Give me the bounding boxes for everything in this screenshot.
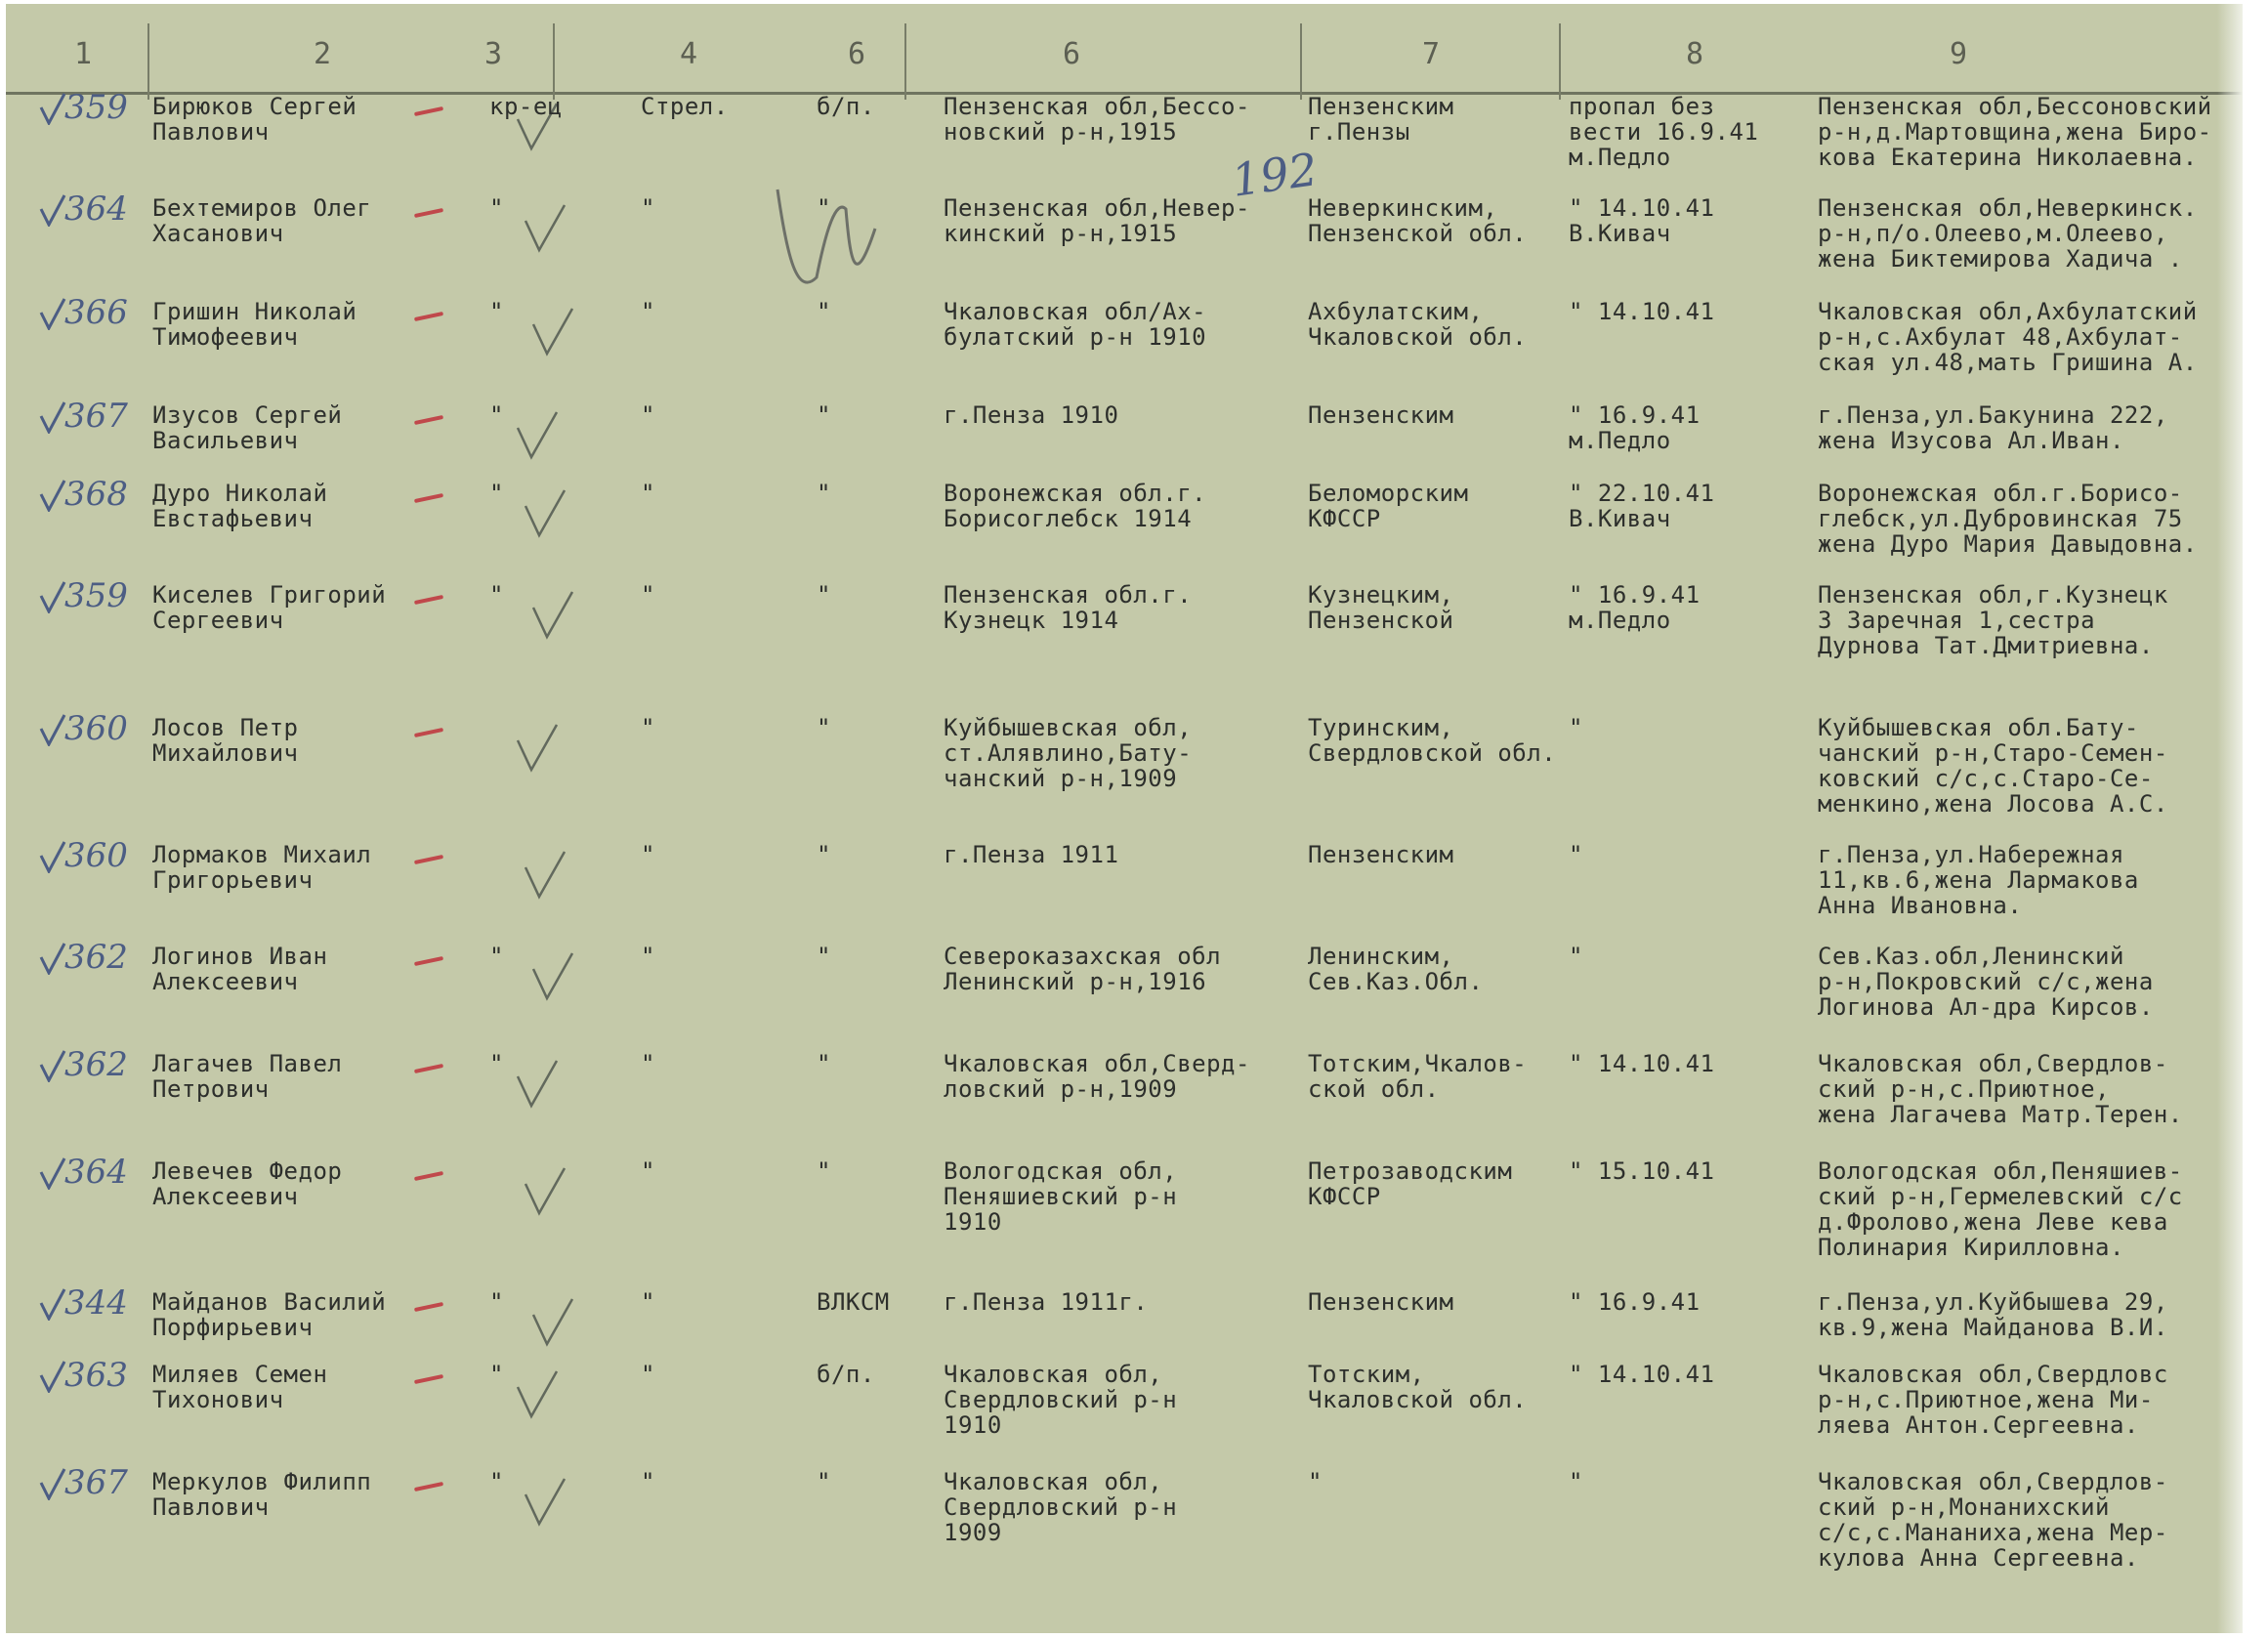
cell-family: Пензенская обл,Неверкинск. р-н,п/о.Олеево,м.Олеево, жена Биктемирова Хадича . — [1818, 194, 2198, 273]
cell-fate: " — [1569, 943, 1583, 970]
column-number-8: 8 — [1686, 37, 1704, 71]
cell-fate: " 14.10.41 — [1569, 298, 1715, 325]
check-mark-icon — [39, 1049, 66, 1090]
cell-family: г.Пенза,ул.Бакунина 222, жена Изусова Ал.Иван. — [1818, 401, 2168, 454]
row-number: 359 — [64, 88, 128, 127]
cell-family: Чкаловская обл,Свердлов- ский р-н,с.Приютное, жена Лагачева Матр.Терен. — [1818, 1050, 2183, 1128]
check-icon — [522, 488, 568, 543]
row-number: 368 — [64, 475, 128, 514]
column-number-6: 6 — [1063, 37, 1081, 71]
cell-family: Чкаловская обл,Свердловс р-н,с.Приютное,жена Ми- ляева Антон.Сергеевна. — [1818, 1361, 2168, 1439]
cell-family: Воронежская обл.г.Борисо- глебск,ул.Дубровинская 75 жена Дуро Мария Давыдовна. — [1818, 480, 2198, 558]
cell-name: Бехтемиров Олег Хасанович — [152, 194, 372, 247]
cell-rank: " — [489, 1288, 504, 1316]
check-mark-icon — [39, 1360, 66, 1401]
cell-spec: " — [641, 298, 655, 325]
cell-born: Чкаловская обл/Ах- булатский р-н 1910 — [944, 298, 1207, 351]
cell-born: Пензенская обл,Невер- кинский р-н,1915 — [944, 194, 1250, 247]
cell-name: Левечев Федор Алексеевич — [152, 1157, 343, 1210]
red-pencil-dash — [414, 1302, 443, 1312]
cell-born: Чкаловская обл,Сверд- ловский р-н,1909 — [944, 1050, 1250, 1103]
check-mark-icon — [39, 580, 66, 621]
cell-fate: " 16.9.41 — [1569, 1288, 1701, 1316]
cell-born: г.Пенза 1911 — [944, 841, 1119, 868]
check-mark-icon — [39, 479, 66, 520]
cell-family: Пензенская обл,г.Кузнецк 3 Заречная 1,сестра Дурнова Тат.Дмитриевна. — [1818, 581, 2168, 659]
cell-rank: " — [489, 401, 504, 429]
cell-drafted: Неверкинским, Пензенской обл. — [1308, 194, 1528, 247]
cell-name: Логинов Иван Алексеевич — [152, 943, 328, 995]
red-pencil-dash — [414, 106, 443, 116]
check-mark-icon — [39, 942, 66, 983]
check-mark-icon — [39, 713, 66, 754]
cell-rank: кр-ец — [489, 93, 563, 120]
cell-born: Пензенская обл,Бессо- новский р-н,1915 — [944, 93, 1250, 146]
cell-spec: " — [641, 1157, 655, 1185]
cell-drafted: Туринским, Свердловской обл. — [1308, 714, 1557, 767]
red-pencil-dash — [414, 595, 443, 605]
cell-drafted: Тотским, Чкаловской обл. — [1308, 1361, 1528, 1413]
row-number: 367 — [64, 1463, 128, 1502]
column-separator — [147, 23, 149, 100]
cell-spec: " — [641, 1288, 655, 1316]
cell-party: " — [817, 1050, 831, 1077]
check-icon — [529, 1297, 576, 1352]
cell-rank: " — [489, 1468, 504, 1495]
cell-name: Лормаков Михаил Григорьевич — [152, 841, 372, 894]
cell-drafted: Петрозаводским КФССР — [1308, 1157, 1513, 1210]
cell-party: " — [817, 401, 831, 429]
cell-rank: " — [489, 1361, 504, 1388]
row-number: 344 — [64, 1283, 128, 1323]
cell-fate: " 22.10.41 В.Кивач — [1569, 480, 1715, 532]
check-icon — [522, 203, 568, 258]
cell-party: " — [817, 1157, 831, 1185]
cell-drafted: Ленинским, Сев.Каз.Обл. — [1308, 943, 1484, 995]
check-mark-icon — [39, 1467, 66, 1508]
cell-drafted: " — [1308, 1468, 1323, 1495]
cell-drafted: Пензенским г.Пензы — [1308, 93, 1454, 146]
row-number: 360 — [64, 836, 128, 875]
check-icon — [522, 850, 568, 904]
cell-rank: " — [489, 480, 504, 507]
check-mark-icon — [39, 400, 66, 441]
check-icon — [522, 1166, 568, 1221]
cell-fate: пропал без вести 16.9.41 м.Педло — [1569, 93, 1759, 171]
cell-drafted: Пензенским — [1308, 401, 1454, 429]
cell-family: Куйбышевская обл.Бату- чанский р-н,Старо-Семен- ковский с/с,с.Старо-Се- менкино,жена Лосова А.С. — [1818, 714, 2168, 818]
cell-party: б/п. — [817, 1361, 875, 1388]
pencil-scribble — [768, 170, 895, 316]
cell-name: Миляев Семен Тихонович — [152, 1361, 328, 1413]
check-icon — [514, 1369, 561, 1424]
column-number-9: 9 — [1950, 37, 1968, 71]
cell-party: " — [817, 1468, 831, 1495]
cell-name: Гришин Николай Тимофеевич — [152, 298, 357, 351]
cell-name: Бирюков Сергей Павлович — [152, 93, 357, 146]
cell-born: г.Пенза 1911г. — [944, 1288, 1149, 1316]
column-separator — [553, 23, 555, 100]
column-separator — [1559, 23, 1561, 100]
row-number: 367 — [64, 397, 128, 436]
cell-fate: " 14.10.41 — [1569, 1361, 1715, 1388]
cell-fate: " — [1569, 841, 1583, 868]
row-number: 363 — [64, 1356, 128, 1395]
red-pencil-dash — [414, 1171, 443, 1181]
cell-spec: " — [641, 841, 655, 868]
cell-fate: " 16.9.41 м.Педло — [1569, 581, 1701, 634]
cell-born: Североказахская обл Ленинский р-н,1916 — [944, 943, 1222, 995]
column-number-1: 1 — [74, 37, 93, 71]
red-pencil-dash — [414, 1374, 443, 1384]
column-number-7: 7 — [1422, 37, 1441, 71]
row-number: 362 — [64, 1045, 128, 1084]
cell-born: Куйбышевская обл, ст.Алявлино,Бату- чанский р-н,1909 — [944, 714, 1193, 792]
cell-party: " — [817, 298, 831, 325]
cell-family: г.Пенза,ул.Набережная 11,кв.6,жена Лармакова Анна Ивановна. — [1818, 841, 2139, 919]
cell-spec: " — [641, 1361, 655, 1388]
red-pencil-dash — [414, 1482, 443, 1492]
red-pencil-dash — [414, 493, 443, 503]
check-mark-icon — [39, 193, 66, 234]
cell-fate: " 14.10.41 В.Кивач — [1569, 194, 1715, 247]
column-number-5: 6 — [848, 37, 866, 71]
check-mark-icon — [39, 1156, 66, 1198]
cell-name: Меркулов Филипп Павлович — [152, 1468, 372, 1521]
red-pencil-dash — [414, 1064, 443, 1073]
cell-name: Киселев Григорий Сергеевич — [152, 581, 387, 634]
cell-spec: Стрел. — [641, 93, 729, 120]
row-number: 364 — [64, 1153, 128, 1192]
cell-name: Лосов Петр Михайлович — [152, 714, 299, 767]
column-number-2: 2 — [314, 37, 332, 71]
cell-drafted: Пензенским — [1308, 1288, 1454, 1316]
cell-drafted: Беломорским КФССР — [1308, 480, 1469, 532]
cell-fate: " — [1569, 714, 1583, 741]
cell-fate: " 14.10.41 — [1569, 1050, 1715, 1077]
check-icon — [529, 951, 576, 1006]
cell-party: " — [817, 841, 831, 868]
row-number: 364 — [64, 189, 128, 229]
cell-name: Дуро Николай Евстафьевич — [152, 480, 328, 532]
column-number-4: 4 — [680, 37, 698, 71]
red-pencil-dash — [414, 208, 443, 218]
row-number: 359 — [64, 576, 128, 615]
cell-party: " — [817, 714, 831, 741]
column-separator — [904, 23, 906, 100]
cell-party: " — [817, 194, 831, 222]
cell-party: б/п. — [817, 93, 875, 120]
cell-party: " — [817, 480, 831, 507]
cell-party: ВЛКСМ — [817, 1288, 890, 1316]
cell-family: Чкаловская обл,Ахбулатский р-н,с.Ахбулат 48,Ахбулат- ская ул.48,мать Гришина А. — [1818, 298, 2198, 376]
cell-drafted: Тотским,Чкалов- ской обл. — [1308, 1050, 1528, 1103]
row-number: 362 — [64, 938, 128, 977]
cell-fate: " — [1569, 1468, 1583, 1495]
cell-spec: " — [641, 1050, 655, 1077]
cell-born: Воронежская обл.г. Борисоглебск 1914 — [944, 480, 1207, 532]
red-pencil-dash — [414, 855, 443, 864]
cell-spec: " — [641, 1468, 655, 1495]
cell-rank: " — [489, 298, 504, 325]
cell-family: Сев.Каз.обл,Ленинский р-н,Покровский с/с,жена Логинова Ал-дра Кирсов. — [1818, 943, 2154, 1021]
cell-fate: " 15.10.41 — [1569, 1157, 1715, 1185]
cell-name: Лагачев Павел Петрович — [152, 1050, 343, 1103]
check-icon — [514, 723, 561, 777]
cell-family: Пензенская обл,Бессоновский р-н,д.Мартовщина,жена Биро- кова Екатерина Николаевна. — [1818, 93, 2212, 171]
check-mark-icon — [39, 92, 66, 133]
cell-spec: " — [641, 194, 655, 222]
column-header-band — [6, 21, 2243, 95]
cell-drafted: Кузнецким, Пензенской — [1308, 581, 1454, 634]
cell-family: Чкаловская обл,Свердлов- ский р-н,Монаниxский с/с,с.Мананиха,жена Мер- кулова Анна Сергеевна. — [1818, 1468, 2168, 1572]
check-icon — [522, 1477, 568, 1532]
cell-born: Чкаловская обл, Свердловский р-н 1910 — [944, 1361, 1178, 1439]
document-sheet — [6, 4, 2243, 1633]
row-number: 360 — [64, 709, 128, 748]
cell-family: г.Пенза,ул.Куйбышева 29, кв.9,жена Майданова В.И. — [1818, 1288, 2168, 1341]
cell-spec: " — [641, 943, 655, 970]
cell-rank: " — [489, 581, 504, 609]
cell-fate: " 16.9.41 м.Педло — [1569, 401, 1701, 454]
cell-born: г.Пенза 1910 — [944, 401, 1119, 429]
cell-born: Вологодская обл, Пеняшиевский р-н 1910 — [944, 1157, 1178, 1236]
cell-rank: " — [489, 943, 504, 970]
check-icon — [514, 1059, 561, 1114]
red-pencil-dash — [414, 312, 443, 321]
cell-drafted: Ахбулатским, Чкаловской обл. — [1308, 298, 1528, 351]
cell-drafted: Пензенским — [1308, 841, 1454, 868]
check-icon — [529, 307, 576, 361]
row-number: 366 — [64, 293, 128, 332]
check-icon — [514, 410, 561, 465]
check-icon — [529, 590, 576, 645]
cell-born: Пензенская обл.г. Кузнецк 1914 — [944, 581, 1193, 634]
cell-spec: " — [641, 714, 655, 741]
red-pencil-dash — [414, 956, 443, 966]
red-pencil-dash — [414, 415, 443, 425]
cell-party: " — [817, 943, 831, 970]
cell-spec: " — [641, 581, 655, 609]
cell-party: " — [817, 581, 831, 609]
red-pencil-dash — [414, 728, 443, 737]
cell-born: Чкаловская обл, Свердловский р-н 1909 — [944, 1468, 1178, 1546]
cell-spec: " — [641, 401, 655, 429]
cell-family: Вологодская обл,Пеняшиев- ский р-н,Гермелевский с/с д.Фролово,жена Леве кева Полинария Кирилловна. — [1818, 1157, 2183, 1261]
cell-spec: " — [641, 480, 655, 507]
check-mark-icon — [39, 840, 66, 881]
check-mark-icon — [39, 1287, 66, 1328]
margin-note: 192 — [1228, 143, 1322, 207]
column-separator — [1300, 23, 1302, 100]
cell-rank: " — [489, 1050, 504, 1077]
cell-name: Майданов Василий Порфирьевич — [152, 1288, 387, 1341]
check-mark-icon — [39, 297, 66, 338]
cell-name: Изусов Сергей Васильевич — [152, 401, 343, 454]
cell-rank: " — [489, 194, 504, 222]
column-number-3: 3 — [484, 37, 503, 71]
